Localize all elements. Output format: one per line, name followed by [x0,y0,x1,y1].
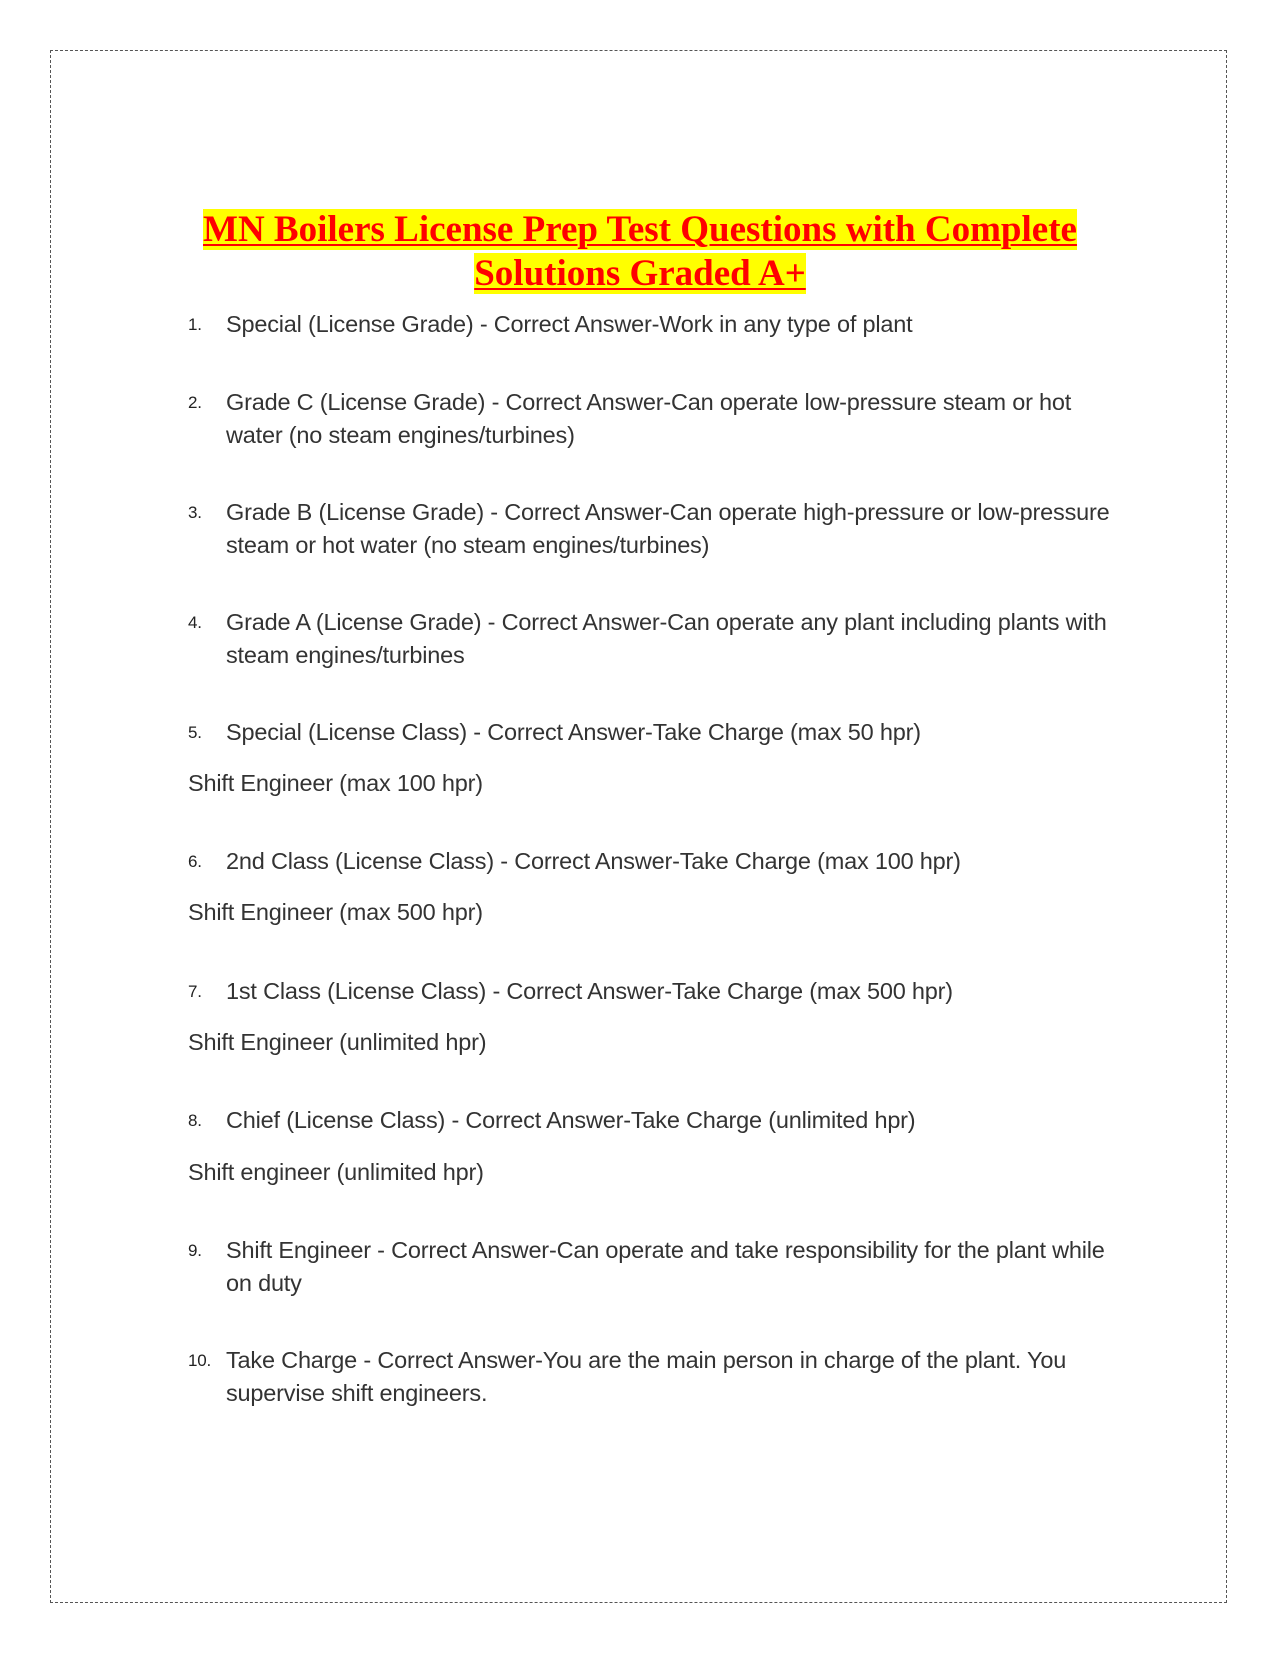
item-text: Special (License Grade) - Correct Answer-Work in any type of plant [226,311,913,337]
list-item [188,1234,1128,1300]
item-number: 2. [188,393,202,412]
item-text: 2nd Class (License Class) - Correct Answer-Take Charge (max 100 hpr) [226,848,961,874]
item-text: Grade B (License Grade) - Correct Answer-Can operate high-pressure or low-pressure steam or hot water (no steam engines/turbines) [226,499,1110,558]
item-text: Chief (License Class) - Correct Answer-Take Charge (unlimited hpr) [226,1107,916,1133]
item-number: 7. [188,982,202,1001]
list-item [188,975,1128,1008]
item-text: Grade C (License Grade) - Correct Answer-Can operate low-pressure steam or hot water (no steam engines/turbines) [226,389,1072,448]
item-number: 3. [188,503,202,522]
item-continuation: Shift Engineer (max 100 hpr) [188,770,483,796]
list-item [188,386,1128,452]
item-text: Grade A (License Grade) - Correct Answer-Can operate any plant including plants with steam engines/turbines [226,609,1107,668]
title-line-1: MN Boilers License Prep Test Questions with Complete [203,209,1077,250]
list-item [188,308,1128,341]
document-title [150,208,1130,296]
item-number: 1. [188,315,202,334]
item-text: Take Charge - Correct Answer-You are the main person in charge of the plant. You supervise shift engineers. [226,1347,1067,1406]
list-item [188,1104,1128,1137]
item-text: Shift Engineer - Correct Answer-Can operate and take responsibility for the plant while on duty [226,1237,1105,1296]
item-number: 9. [188,1241,202,1260]
item-number: 10. [188,1351,212,1370]
list-item [188,845,1128,878]
item-number: 4. [188,613,202,632]
item-text: Special (License Class) - Correct Answer-Take Charge (max 50 hpr) [226,719,921,745]
item-number: 6. [188,852,202,871]
list-item [188,496,1128,562]
list-item [188,1344,1128,1410]
item-text: 1st Class (License Class) - Correct Answer-Take Charge (max 500 hpr) [226,978,953,1004]
item-number: 8. [188,1111,202,1130]
list-item [188,606,1128,672]
item-number: 5. [188,723,202,742]
item-continuation: Shift Engineer (max 500 hpr) [188,899,483,925]
item-continuation: Shift Engineer (unlimited hpr) [188,1029,487,1055]
list-item [188,716,1128,749]
item-continuation: Shift engineer (unlimited hpr) [188,1159,484,1185]
title-line-2: Solutions Graded A+ [474,253,806,294]
